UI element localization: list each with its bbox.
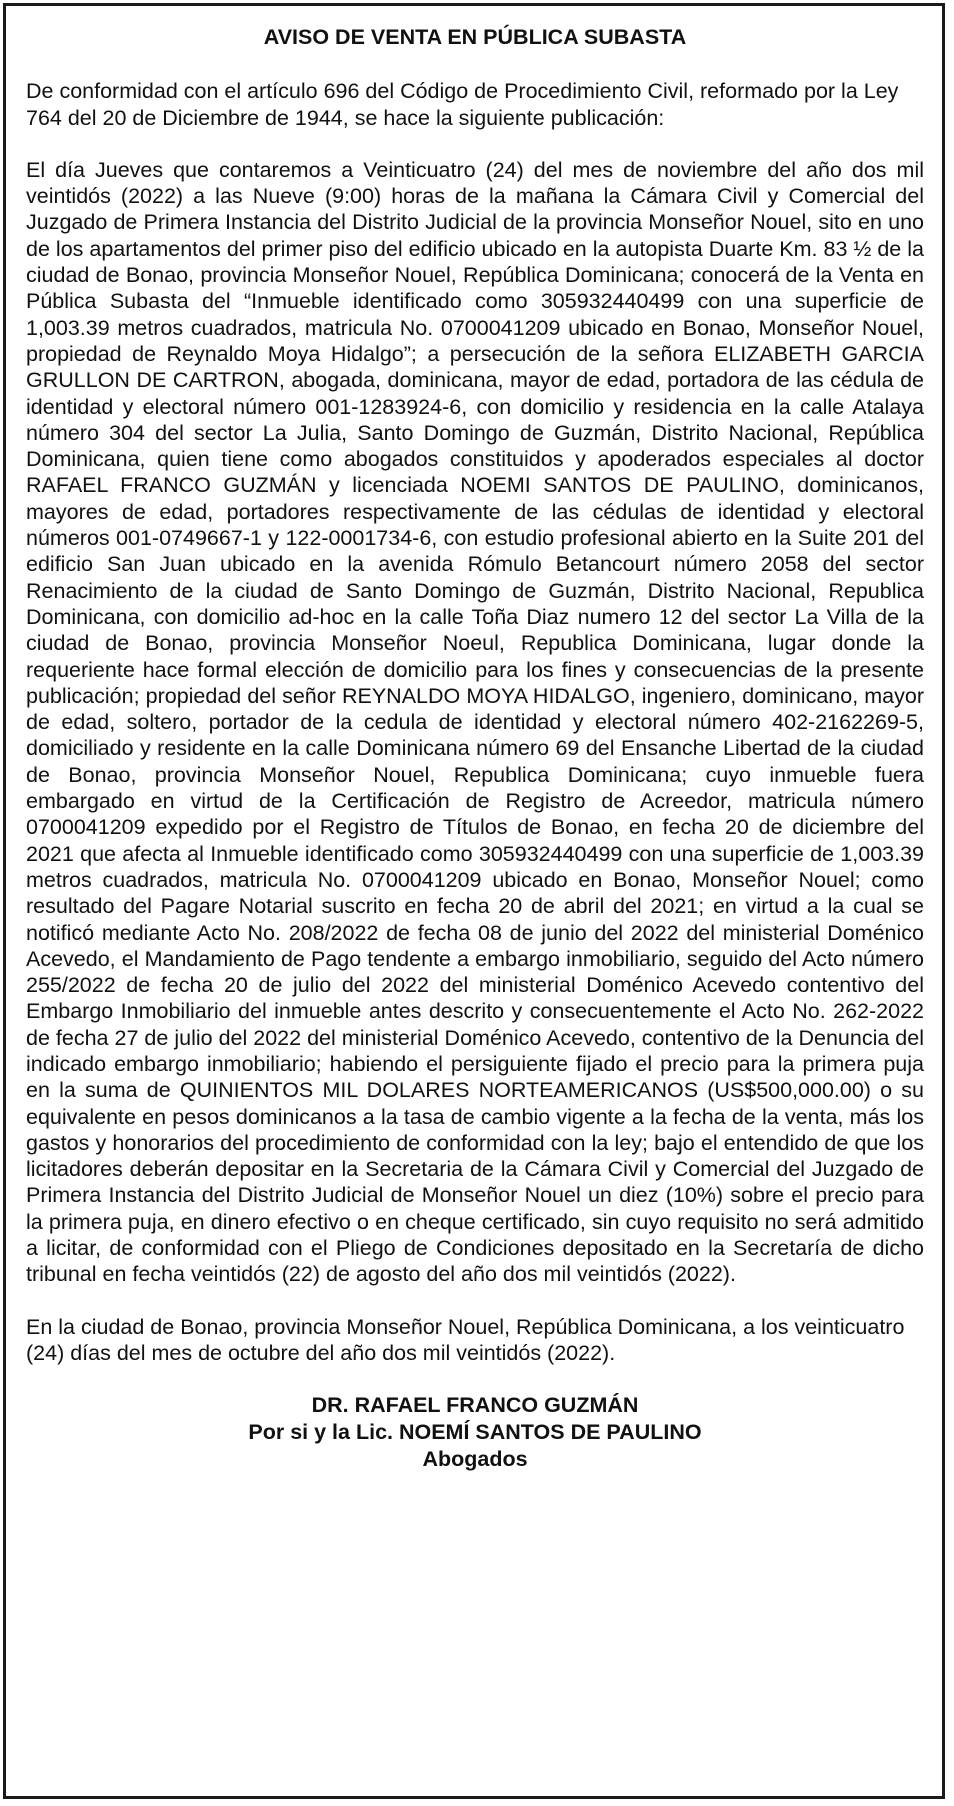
closing-paragraph: En la ciudad de Bonao, provincia Monseñor Nouel, República Dominicana, a los veinticuatro (24) días del mes de octubre del año dos mil veintidós (2022). <box>26 1314 905 1365</box>
signature-block <box>26 1392 924 1473</box>
body-paragraph: El día Jueves que contaremos a Veinticuatro (24) del mes de noviembre del año dos mil veintidós (2022) a las Nueve (9:00) horas de la mañana la Cámara Civil y Comercial del Juzgado de Primera Instancia del Distrito Judicial de la provincia Monseñor Nouel, sito en uno de los apartamentos del primer piso del edificio ubicado en la autopista Duarte Km. 83 ½ de la ciudad de Bonao, provincia Monseñor Nouel, República Dominicana; conocerá de la Venta en Pública Subasta del “Inmueble identificado como 305932440499 con una superficie de 1,003.39 metros cuadrados, matricula No. 0700041209 ubicado en Bonao, Monseñor Nouel, propiedad de Reynaldo Moya Hidalgo”; a persecución de la señora ELIZABETH GARCIA GRULLON DE CARTRON, abogada, dominicana, mayor de edad, portadora de las cédula de identidad y electoral número 001-1283924-6, con domicilio y residencia en la calle Atalaya número 304 del sector La Julia, Santo Domingo de Guzmán, Distrito Nacional, República Dominicana, quien tiene como abogados constituidos y apoderados especiales al doctor RAFAEL FRANCO GUZMÁN y licenciada NOEMI SANTOS DE PAULINO, dominicanos, mayores de edad, portadores respectivamente de las cédulas de identidad y electoral números 001-0749667-1 y 122-0001734-6, con estudio profesional abierto en la Suite 201 del edificio San Juan ubicado en la avenida Rómulo Betancourt número 2058 del sector Renacimiento de la ciudad de Santo Domingo de Guzmán, Distrito Nacional, Republica Dominicana, con domicilio ad-hoc en la calle Toña Diaz numero 12 del sector La Villa de la ciudad de Bonao, provincia Monseñor Noeul, Republica Dominicana, lugar donde la requeriente hace formal elección de domicilio para los fines y consecuencias de la presente publicación; propiedad del señor REYNALDO MOYA HIDALGO, ingeniero, dominicano, mayor de edad, soltero, portador de la cedula de identidad y electoral número 402-2162269-5, domiciliado y residente en la calle Dominicana número 69 del Ensanche Libertad de la ciudad de Bonao, provincia Monseñor Nouel, Republica Dominicana; cuyo inmueble fuera embargado en virtud de la Certificación de Registro de Acreedor, matricula número 0700041209 expedido por el Registro de Títulos de Bonao, en fecha 20 de diciembre del 2021 que afecta al Inmueble identificado como 305932440499 con una superficie de 1,003.39 metros cuadrados, matricula No. 0700041209 ubicado en Bonao, Monseñor Nouel; como resultado del Pagare Notarial suscrito en fecha 20 de abril del 2021; en virtud a la cual se notificó mediante Acto No. 208/2022 de fecha 08 de junio del 2022 del ministerial Doménico Acevedo, el Mandamiento de Pago tendente a embargo inmobiliario, seguido del Acto número 255/2022 de fecha 20 de julio del 2022 del ministerial Doménico Acevedo contentivo del Embargo Inmobiliario del inmueble antes descrito y consecuentemente el Acto No. 262-2022 de fecha 27 de julio del 2022 del ministerial Doménico Acevedo, contentivo de la Denuncia del indicado embargo inmobiliario; habiendo el persiguiente fijado el precio para la primera puja en la suma de QUINIENTOS MIL DOLARES NORTEAMERICANOS (US$500,000.00) o su equivalente en pesos dominicanos a la tasa de cambio vigente a la fecha de la venta, más los gastos y honorarios del procedimiento de conformidad con la ley; bajo el entendido de que los licitadores deberán depositar en la Secretaria de la Cámara Civil y Comercial del Juzgado de Primera Instancia del Distrito Judicial de Monseñor Nouel un diez (10%) sobre el precio para la primera puja, en dinero efectivo o en cheque certificado, sin cuyo requisito no será admitido a licitar, de conformidad con el Pliego de Condiciones depositado en la Secretaría de dicho tribunal en fecha veintidós (22) de agosto del año dos mil veintidós (2022). <box>26 157 924 1287</box>
notice-frame <box>3 3 945 1799</box>
signature-name: DR. RAFAEL FRANCO GUZMÁN <box>311 1393 639 1418</box>
intro-paragraph: De conformidad con el artículo 696 del Código de Procedimiento Civil, reformado por la Ley 764 del 20 de Diciembre de 1944, se hace la siguiente publicación: <box>26 79 899 130</box>
notice-content <box>26 24 924 1473</box>
signature-role: Abogados <box>422 1447 528 1472</box>
signature-cosigner: Por si y la Lic. NOEMÍ SANTOS DE PAULINO <box>248 1420 702 1445</box>
notice-title: AVISO DE VENTA EN PÚBLICA SUBASTA <box>263 25 687 49</box>
